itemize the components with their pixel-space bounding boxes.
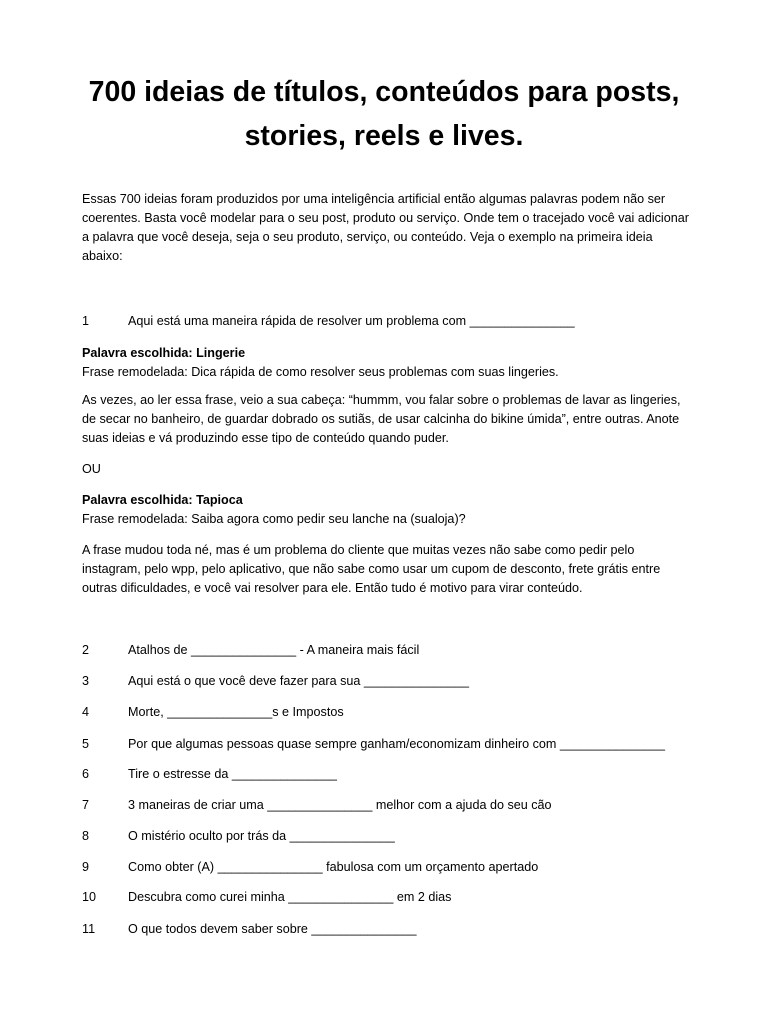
idea-number: 7: [82, 798, 90, 812]
chosen-word-label: Palavra escolhida: Tapioca: [82, 493, 243, 507]
idea-item: [82, 920, 702, 939]
idea-item-1: [82, 312, 702, 331]
intro-paragraph: Essas 700 ideias foram produzidos por uma inteligência artificial então algumas palavras podem não ser coerentes. Basta você modelar para o seu post, produto ou serviço. Onde tem o tracejado você vai adicionar a palavra que você deseja, seja o seu produto, serviço, ou conteúdo. Veja o exemplo na primeira ideia abaixo:: [82, 192, 689, 263]
idea-text: Atalhos de _______________ - A maneira mais fácil: [128, 643, 420, 657]
chosen-word-label: Palavra escolhida: Lingerie: [82, 346, 246, 360]
idea-text: Morte, _______________s e Impostos: [128, 705, 344, 719]
or-separator: OU: [82, 462, 101, 476]
idea-item: [82, 796, 702, 815]
idea-item: [82, 858, 702, 877]
idea-text: Tire o estresse da _______________: [128, 767, 337, 781]
idea-number: 6: [82, 767, 90, 781]
idea-item: [82, 765, 702, 784]
idea-text: O mistério oculto por trás da _______________: [128, 829, 395, 843]
idea-number: 5: [82, 737, 90, 751]
idea-text: 3 maneiras de criar uma _______________ melhor com a ajuda do seu cão: [128, 798, 552, 812]
remodeled-phrase: Frase remodelada: Saiba agora como pedir seu lanche na (sualoja)?: [82, 512, 466, 526]
idea-item: [82, 827, 702, 846]
idea-number: 10: [82, 890, 97, 904]
example-tapioca: [82, 491, 692, 529]
idea-item: [82, 641, 702, 660]
title-line-2: stories, reels e lives.: [244, 120, 524, 152]
tapioca-explanation: A frase mudou toda né, mas é um problema do cliente que muitas vezes não sabe como pedir pelo instagram, pelo wpp, pelo aplicativo, que não sabe como usar um cupom de desconto, frete grátis entre outras dificuldades, e você vai resolver para ele. Então tudo é motivo para virar conteúdo.: [82, 543, 661, 595]
example-lingerie: [82, 344, 692, 382]
idea-text: Aqui está o que você deve fazer para sua _______________: [128, 674, 469, 688]
remodeled-phrase: Frase remodelada: Dica rápida de como resolver seus problemas com suas lingeries.: [82, 365, 559, 379]
idea-item: [82, 672, 702, 691]
idea-text: Como obter (A) _______________ fabulosa com um orçamento apertado: [128, 860, 539, 874]
idea-text: Descubra como curei minha _______________ em 2 dias: [128, 890, 452, 904]
idea-number: 1: [82, 314, 90, 328]
idea-item: [82, 888, 702, 907]
title-line-1: 700 ideias de títulos, conteúdos para posts,: [88, 76, 680, 108]
document-title: [60, 70, 708, 158]
idea-item: [82, 703, 702, 722]
lingerie-explanation: As vezes, ao ler essa frase, veio a sua cabeça: “hummm, vou falar sobre o problemas de lavar as lingeries, de secar no banheiro, de guardar dobrado os sutiãs, de usar calcinha do bikine úmida”, entre outras. Anote suas ideias e vá produzindo esse tipo de conteúdo quando puder.: [82, 393, 681, 445]
idea-number: 8: [82, 829, 90, 843]
idea-number: 4: [82, 705, 90, 719]
idea-number: 9: [82, 860, 90, 874]
idea-text: Por que algumas pessoas quase sempre ganham/economizam dinheiro com _______________: [128, 737, 665, 751]
idea-number: 11: [82, 922, 96, 936]
idea-item: [82, 735, 702, 754]
idea-text: O que todos devem saber sobre _______________: [128, 922, 417, 936]
idea-number: 3: [82, 674, 90, 688]
idea-text: Aqui está uma maneira rápida de resolver um problema com _______________: [128, 314, 575, 328]
idea-number: 2: [82, 643, 90, 657]
